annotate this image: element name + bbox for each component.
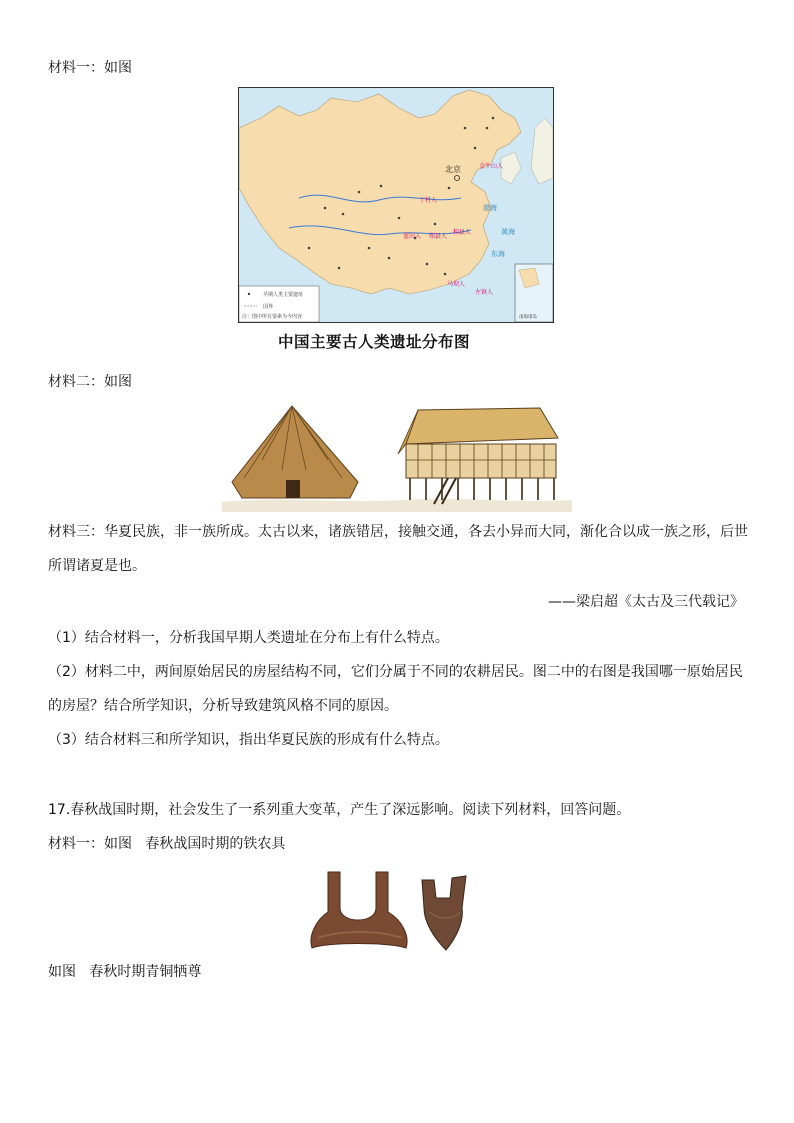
china-land bbox=[239, 90, 521, 294]
site-label: 丁村人 bbox=[419, 197, 438, 204]
site-label: 和县人 bbox=[453, 229, 472, 236]
material3-line1: 材料三：华夏民族，非一族所成。太古以来，诸族错居，接触交通，各去小异而大同，渐化合以成一族之形，后世 bbox=[48, 524, 748, 540]
question-2-line1: （2）材料二中，两间原始居民的房屋结构不同，它们分属于不同的农耕居民。图二中的右图是我国哪一原始居民 bbox=[48, 664, 743, 680]
inset-label: 南海诸岛 bbox=[519, 315, 537, 320]
site-label: 郧县人 bbox=[429, 233, 448, 240]
q17-bronze-caption: 如图 春秋时期青铜牺尊 bbox=[48, 964, 202, 980]
question-2-line2: 的房屋？结合所学知识，分析导致建筑风格不同的原因。 bbox=[48, 698, 398, 714]
legend-border: 国界 bbox=[263, 304, 274, 310]
question-1: （1）结合材料一，分析我国早期人类遗址在分布上有什么特点。 bbox=[48, 630, 449, 646]
iron-tools-figure bbox=[310, 868, 480, 954]
legend-sites: 早期人类主要遗址 bbox=[263, 292, 304, 298]
ancient-sites-map bbox=[238, 87, 554, 323]
site-label: 金牛山人 bbox=[479, 163, 504, 170]
iron-tools-svg bbox=[310, 868, 480, 954]
material3-line2: 所谓诸夏是也。 bbox=[48, 558, 146, 574]
dwellings-figure bbox=[222, 400, 572, 512]
map-caption: 中国主要古人类遗址分布图 bbox=[278, 333, 471, 351]
sea-label-yellow: 黄海 bbox=[501, 228, 515, 236]
iron-spade-image bbox=[311, 872, 407, 948]
iron-hoe-image bbox=[422, 876, 466, 950]
sea-label-east: 东海 bbox=[491, 250, 505, 258]
site-label: 蓝田人 bbox=[403, 233, 422, 240]
site-label: 左镇人 bbox=[475, 289, 494, 296]
china-map-svg bbox=[239, 88, 553, 322]
beijing-label: 北京 bbox=[445, 165, 461, 174]
stilt-house-image bbox=[398, 408, 558, 504]
sea-label-bohai: 渤海 bbox=[483, 204, 497, 212]
dwellings-svg bbox=[222, 400, 572, 512]
material1-label: 材料一：如图 bbox=[48, 60, 132, 76]
site-label: 马坝人 bbox=[447, 281, 466, 288]
q17-material1: 材料一：如图 春秋战国时期的铁农具 bbox=[48, 836, 286, 852]
question-3: （3）结合材料三和所学知识，指出华夏民族的形成有什么特点。 bbox=[48, 732, 449, 748]
round-hut-image bbox=[232, 406, 358, 498]
material3-source: ——梁启超《太古及三代载记》 bbox=[548, 594, 744, 610]
material2-label: 材料二：如图 bbox=[48, 374, 132, 390]
legend-note: 注：图中所有要素为今内容 bbox=[242, 314, 303, 320]
q17-stem: 17.春秋战国时期，社会发生了一系列重大变革，产生了深远影响。阅读下列材料，回答问题。 bbox=[48, 802, 631, 818]
